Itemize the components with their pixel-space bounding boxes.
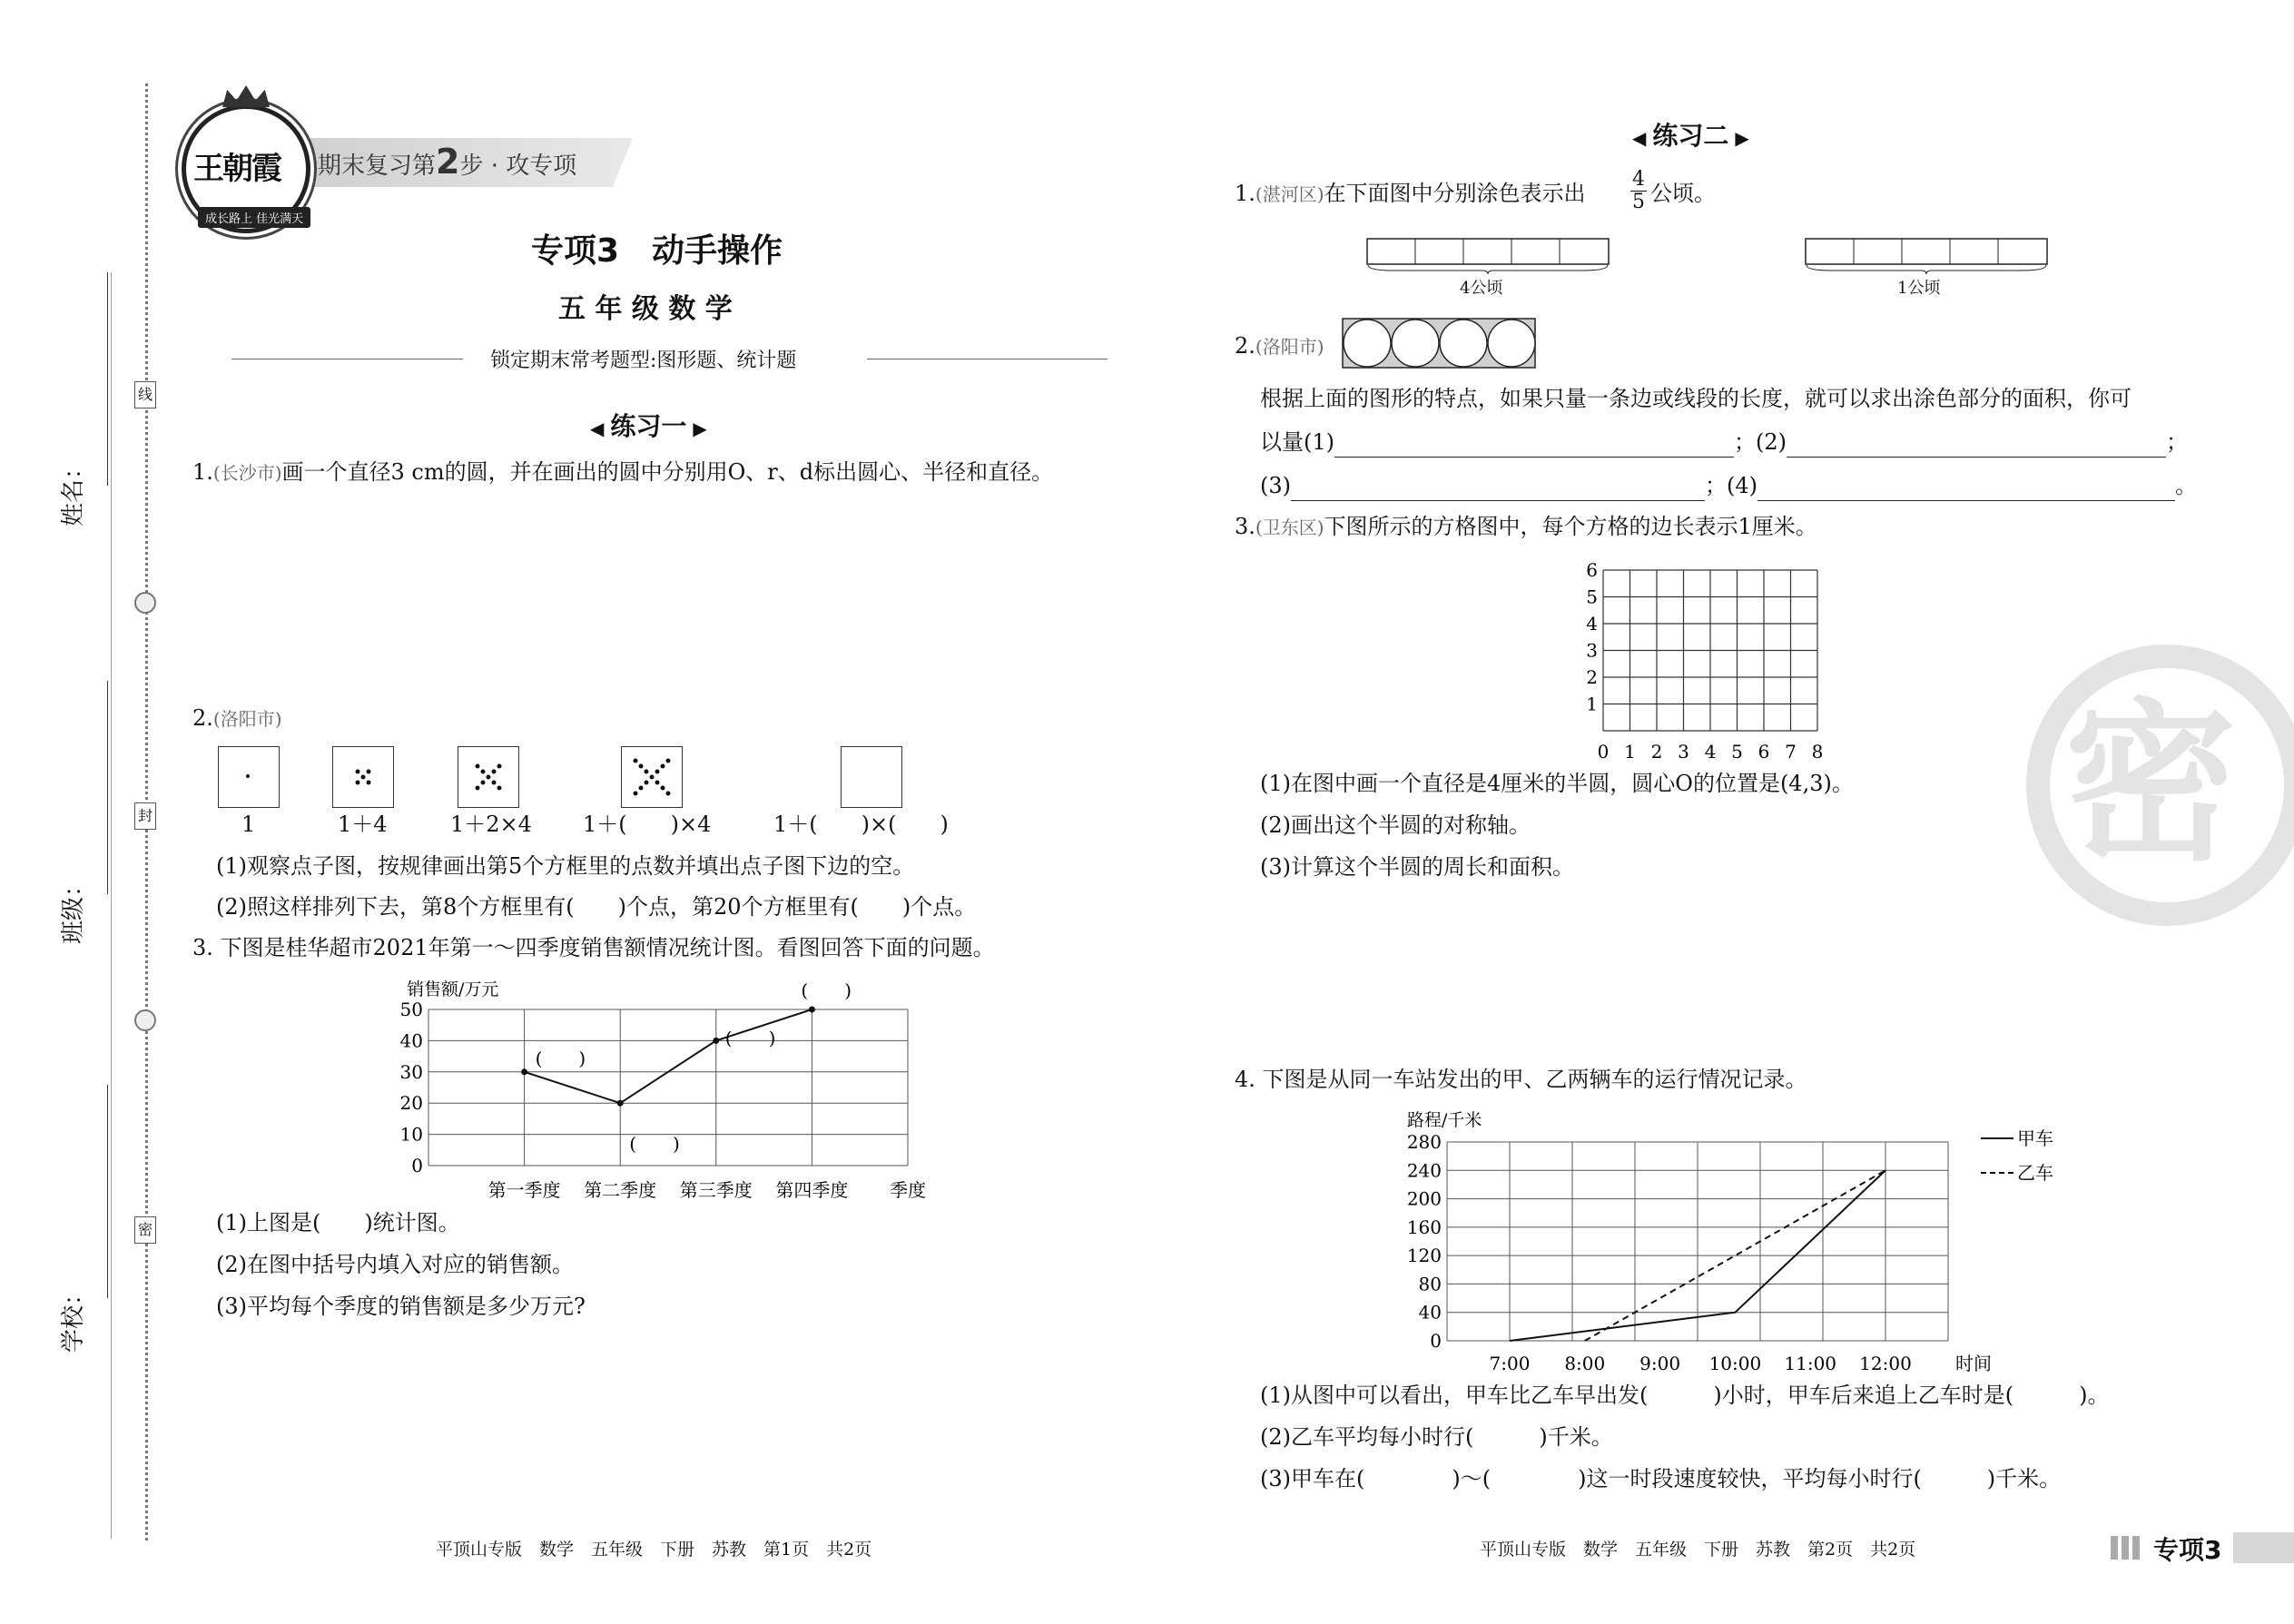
grid-y-label: 2	[1586, 666, 1598, 688]
r2-line2-end: ；	[2166, 429, 2188, 455]
r3-sub1: (1)在图中画一个直径是4厘米的半圆，圆心O的位置是(4,3)。	[1260, 771, 1854, 796]
grid-x-label: 7	[1785, 741, 1797, 763]
grid-y-label: 4	[1586, 613, 1598, 635]
r2-line3	[1260, 470, 2197, 501]
grid-y-label: 3	[1586, 639, 1598, 662]
q3-text: 3. 下图是桂华超市2021年第一～四季度销售额情况统计图。看图回答下面的问题。	[192, 935, 995, 960]
section1-heading	[590, 407, 707, 443]
answer-blank-2[interactable]	[1787, 433, 2166, 458]
seal-watermark	[2026, 645, 2294, 926]
footer-left: 平顶山专版 数学 五年级 下册 苏教 第1页 共2页	[436, 1540, 872, 1560]
box-label-3: 1＋2×4	[450, 812, 532, 837]
dot	[246, 774, 250, 778]
hectare-strip-b[interactable]	[1805, 238, 2050, 274]
grid-x-label: 6	[1757, 741, 1770, 763]
r1-fraction	[1630, 169, 1647, 213]
right-triangle-icon: ▶	[1728, 127, 1749, 149]
tagline: 锁定期末常考题型:图形题、统计题	[490, 349, 797, 372]
strip-a-label: 4公顷	[1460, 279, 1503, 298]
dot-pattern-4	[622, 747, 682, 807]
grid-x-label: 4	[1704, 741, 1717, 763]
page-title: 专项3 动手操作	[531, 232, 783, 270]
dot-box-3	[458, 746, 519, 808]
r4-sub2: (2)乙车平均每小时行( )千米。	[1260, 1424, 1613, 1450]
grid-x-label: 5	[1731, 741, 1743, 763]
r2-num: 2.	[1235, 333, 1255, 359]
margin-vertical-line	[111, 272, 112, 1539]
grid-x-label: 3	[1678, 741, 1689, 763]
q2-region: (洛阳市)	[212, 708, 282, 730]
legend-label: 甲车	[2017, 1127, 2053, 1149]
banner-text	[318, 143, 576, 184]
footer-squares-icon	[2111, 1536, 2143, 1560]
grid-y-label: 5	[1586, 586, 1598, 608]
y-axis-title: 销售额/万元	[407, 979, 499, 999]
x-tick-label: 7:00	[1489, 1353, 1531, 1374]
y-tick-label: 50	[399, 999, 423, 1020]
frac-num: 4	[1632, 168, 1645, 191]
r1-text-post: 公顷。	[1650, 181, 1716, 206]
logo-ribbon: 成长路上 佳光满天	[198, 207, 310, 228]
value-label-blank: ( )	[801, 979, 852, 1001]
r2-line3-end: 。	[2175, 473, 2197, 498]
answer-blank-1[interactable]	[1334, 433, 1734, 458]
cut-mark-feng: 封	[134, 802, 156, 830]
grid-y-label: 6	[1586, 559, 1598, 581]
r4-sub3: (3)甲车在( )～( )这一时段速度较快，平均每小时行( )千米。	[1260, 1466, 2062, 1491]
value-label-blank: ( )	[535, 1047, 586, 1069]
section2-label: 练习二	[1652, 121, 1729, 151]
strip-b-label: 1公顷	[1897, 279, 1941, 298]
legend-label: 乙车	[2017, 1162, 2053, 1184]
q2-sub1: (1)观察点子图，按规律画出第5个方框里的点数并填出点子图下边的空。	[216, 853, 915, 879]
q1-num: 1.	[192, 459, 213, 485]
footer-right: 平顶山专版 数学 五年级 下册 苏教 第2页 共2页	[1480, 1540, 1916, 1560]
sales-line-chart	[381, 969, 971, 1206]
data-point	[521, 1068, 527, 1075]
y-tick-label: 280	[1406, 1131, 1442, 1153]
x-axis-title: 季度	[890, 1179, 926, 1201]
y-tick-label: 200	[1406, 1187, 1442, 1210]
dot-box-1	[218, 746, 280, 808]
x-tick-label: 第四季度	[775, 1179, 849, 1201]
section1-label: 练习一	[610, 411, 687, 441]
dot-box-2	[332, 746, 394, 808]
right-triangle-icon: ▶	[686, 418, 707, 439]
r2-line3-pre: (3)	[1260, 473, 1291, 498]
seal-watermark-text: 密	[2064, 684, 2238, 884]
x-tick-label: 12:00	[1859, 1353, 1912, 1374]
r1	[1235, 178, 1586, 210]
answer-blank-4[interactable]	[1757, 477, 2175, 501]
r2-line1: 根据上面的图形的特点，如果只量一条边或线段的长度，就可以求出涂色部分的面积，你可	[1260, 386, 2132, 411]
data-point	[713, 1038, 719, 1044]
left-triangle-icon: ◀	[590, 418, 611, 439]
y-axis-title: 路程/千米	[1407, 1110, 1482, 1130]
logo-text: 王朝霞	[193, 151, 281, 187]
circles-figure	[1342, 318, 1538, 370]
y-tick-label: 0	[1430, 1330, 1442, 1352]
school-label: 学校：	[60, 1281, 87, 1353]
r2-line2-mid: ；(2)	[1734, 429, 1787, 455]
school-field[interactable]	[107, 1085, 108, 1298]
box-label-5: 1＋( )×( )	[773, 812, 949, 837]
y-tick-label: 40	[399, 1029, 423, 1052]
hectare-strip-a[interactable]	[1366, 238, 1611, 274]
r2-line2	[1260, 427, 2188, 458]
value-label-blank: ( )	[629, 1133, 680, 1156]
q3-sub2: (2)在图中括号内填入对应的销售额。	[216, 1252, 574, 1277]
r1-text-pre: 在下面图中分别涂色表示出	[1324, 181, 1586, 206]
y-tick-label: 120	[1406, 1245, 1442, 1267]
q3-sub3: (3)平均每个季度的销售额是多少万元?	[216, 1294, 586, 1319]
r3-sub2: (2)画出这个半圆的对称轴。	[1260, 812, 1531, 838]
r2-line3-mid: ；(4)	[1705, 473, 1757, 498]
footer-tag-bar	[2233, 1532, 2294, 1563]
x-tick-label: 第三季度	[679, 1179, 753, 1201]
grid-x-label: 2	[1650, 741, 1663, 763]
y-tick-label: 240	[1406, 1159, 1442, 1182]
y-tick-label: 80	[1418, 1273, 1442, 1295]
q3-sub1: (1)上图是( )统计图。	[216, 1210, 460, 1235]
r2-line2-pre: 以量(1)	[1260, 429, 1334, 455]
binding-hole-icon	[134, 592, 156, 614]
y-tick-label: 10	[399, 1123, 423, 1146]
name-field[interactable]	[107, 272, 108, 486]
x-tick-label: 9:00	[1639, 1353, 1681, 1374]
cut-mark-mi: 密	[134, 1216, 156, 1244]
y-tick-label: 40	[1418, 1301, 1442, 1324]
r4-text: 4. 下图是从同一车站发出的甲、乙两辆车的运行情况记录。	[1235, 1067, 1807, 1092]
y-tick-label: 160	[1406, 1216, 1442, 1238]
dot-pattern-2	[333, 747, 393, 807]
r3-num: 3.	[1235, 514, 1255, 539]
r1-region: (湛河区)	[1255, 183, 1324, 205]
y-tick-label: 20	[399, 1092, 423, 1115]
binding-hole-icon	[134, 1009, 156, 1031]
r3	[1235, 511, 1817, 543]
grid-x-label: 1	[1624, 741, 1636, 763]
r3-text: 下图所示的方格图中，每个方格的边长表示1厘米。	[1324, 514, 1817, 539]
logo-crown-icon	[222, 85, 270, 107]
box-label-4: 1＋( )×4	[583, 812, 712, 837]
y-tick-label: 30	[399, 1060, 423, 1083]
value-label-blank: ( )	[724, 1027, 776, 1049]
dot-pattern-3	[458, 747, 518, 807]
q1-region: (长沙市)	[212, 462, 282, 484]
grid-y-label: 1	[1586, 693, 1598, 715]
x-tick-label: 第二季度	[584, 1179, 657, 1201]
y-tick-label: 0	[411, 1155, 423, 1176]
dot-box-4	[621, 746, 683, 808]
class-label: 班级：	[60, 872, 87, 944]
q2-sub2: (2)照这样排列下去，第8个方框里有( )个点，第20个方框里有( )个点。	[216, 894, 977, 920]
distance-time-chart	[1398, 1104, 2053, 1376]
banner-pre: 期末复习第	[318, 153, 437, 180]
q2	[192, 703, 282, 734]
square-grid[interactable]	[1576, 556, 1848, 763]
cut-mark-xian: 线	[134, 381, 156, 408]
grid-x-label: 8	[1811, 741, 1824, 763]
r2	[1235, 330, 1324, 362]
x-tick-label: 第一季度	[487, 1179, 561, 1201]
class-field[interactable]	[107, 681, 108, 894]
r4-sub1: (1)从图中可以看出，甲车比乙车早出发( )小时，甲车后来追上乙车时是( )。	[1260, 1383, 2110, 1408]
box-label-2: 1＋4	[338, 812, 388, 837]
box-label-1: 1	[241, 812, 256, 837]
q1-text: 画一个直径3 cm的圆，并在画出的圆中分别用O、r、d标出圆心、半径和直径。	[281, 459, 1054, 485]
left-triangle-icon: ◀	[1632, 127, 1653, 149]
r1-num: 1.	[1235, 181, 1255, 206]
footer-tag: 专项3	[2153, 1535, 2222, 1565]
x-axis-title: 时间	[1955, 1353, 1992, 1374]
frac-den: 5	[1632, 191, 1645, 213]
x-tick-label: 10:00	[1708, 1353, 1762, 1374]
q1	[192, 457, 1053, 488]
dot-box-5-empty[interactable]	[841, 746, 902, 808]
section2-heading	[1632, 116, 1749, 153]
r2-region: (洛阳市)	[1255, 336, 1324, 358]
x-tick-label: 11:00	[1784, 1353, 1837, 1374]
banner-num: 2	[436, 142, 460, 182]
q2-num: 2.	[192, 705, 213, 731]
banner-post: 步 · 攻专项	[459, 153, 577, 180]
x-tick-label: 8:00	[1564, 1353, 1606, 1374]
answer-blank-3[interactable]	[1291, 477, 1705, 501]
data-point	[809, 1007, 815, 1013]
r3-sub3: (3)计算这个半圆的周长和面积。	[1260, 854, 1574, 880]
data-point	[617, 1100, 624, 1107]
grid-x-label: 0	[1597, 741, 1610, 763]
name-label: 姓名：	[60, 455, 87, 527]
r3-region: (卫东区)	[1255, 517, 1324, 538]
page-subtitle: 五 年 级 数 学	[558, 293, 733, 325]
